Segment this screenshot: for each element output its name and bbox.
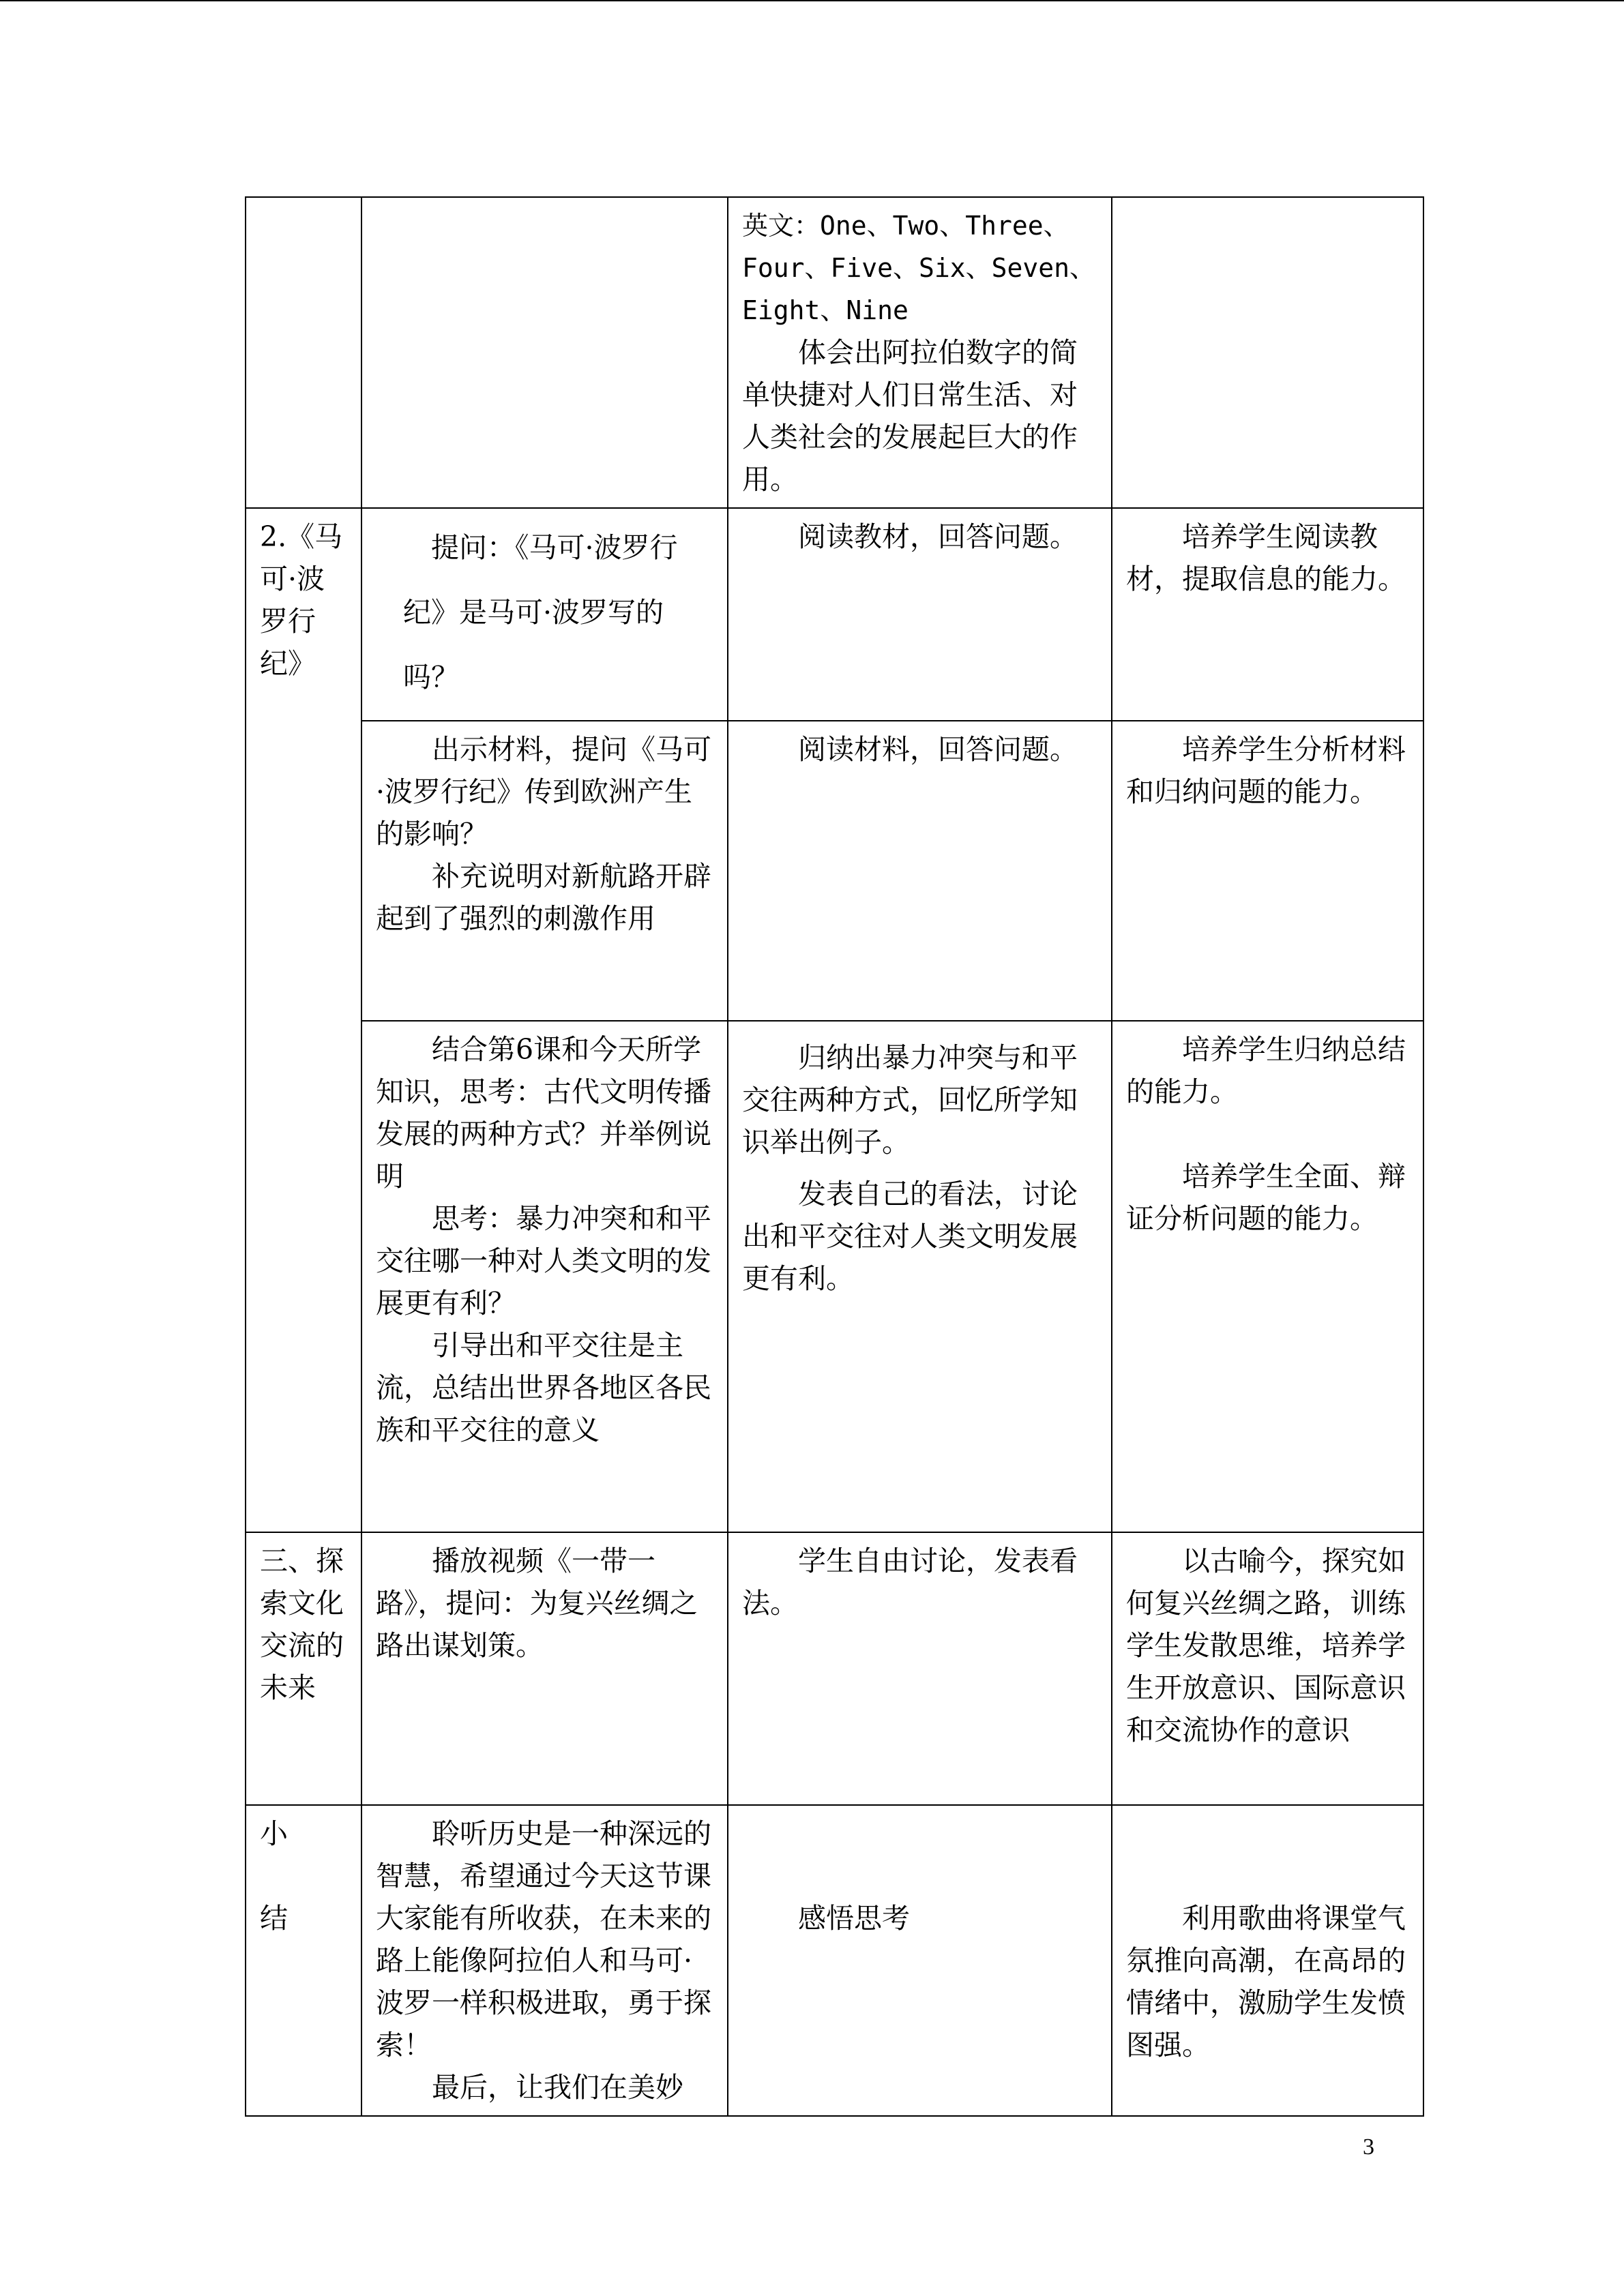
purpose-cell xyxy=(1112,508,1423,721)
purpose-cell xyxy=(1112,1021,1423,1532)
teacher-think-conflict-peace: 思考：暴力冲突和和平交往哪一种对人类文明的发展更有利？ xyxy=(376,1202,711,1320)
purpose-cell xyxy=(1112,1532,1423,1805)
purpose-analysis: 培养学生分析材料和归纳问题的能力。 xyxy=(1126,733,1406,808)
english-numbers-line-2: Four、Five、Six、Seven、 xyxy=(742,253,1096,283)
section-cell xyxy=(246,197,361,508)
table-row xyxy=(246,721,1423,1021)
teacher-activity-cell xyxy=(361,197,728,508)
teacher-activity-cell xyxy=(361,721,728,1021)
section-cell xyxy=(246,508,361,1532)
student-discuss-views: 发表自己的看法，讨论出和平交往对人类文明发展更有利。 xyxy=(742,1178,1078,1295)
teacher-think-two-ways: 结合第6课和今天所学知识，思考：古代文明传播发展的两种方式？并举例说明 xyxy=(376,1033,711,1193)
teacher-supplement: 补充说明对新航路开辟起到了强烈的刺激作用 xyxy=(376,860,711,935)
table-row xyxy=(246,1805,1423,2116)
teacher-question-marco-polo: 提问：《马可·波罗行纪》是马可·波罗写的吗？ xyxy=(403,531,678,694)
purpose-song: 利用歌曲将课堂气氛推向高潮，在高昂的情绪中，激励学生发愤图强。 xyxy=(1126,1902,1406,2061)
section-title-future: 三、探索文化交流的未来 xyxy=(260,1545,344,1704)
purpose-dialectical: 培养学生全面、辩证分析问题的能力。 xyxy=(1126,1160,1406,1235)
section-title-marco-polo: 2.《马可·波罗行纪》 xyxy=(260,520,343,680)
purpose-summarize: 培养学生归纳总结的能力。 xyxy=(1126,1033,1406,1108)
student-read-answer: 阅读教材，回答问题。 xyxy=(798,520,1078,553)
teacher-closing-words: 聆听历史是一种深远的智慧，希望通过今天这节课大家能有所收获，在未来的路上能像阿拉伯人和马可·波罗一样积极进取，勇于探索！ xyxy=(376,1817,711,2061)
purpose-reading: 培养学生阅读教材，提取信息的能力。 xyxy=(1126,520,1406,595)
student-activity-cell xyxy=(728,1021,1112,1532)
teacher-guide-peace: 引导出和平交往是主流，总结出世界各地区各民族和平交往的意义 xyxy=(376,1329,711,1446)
arabic-numerals-note: 体会出阿拉伯数字的简单快捷对人们日常生活、对人类社会的发展起巨大的作用。 xyxy=(742,336,1078,496)
purpose-cell xyxy=(1112,721,1423,1021)
section-cell xyxy=(246,1532,361,1805)
student-read-material: 阅读材料，回答问题。 xyxy=(798,733,1078,766)
purpose-cell xyxy=(1112,1805,1423,2116)
teacher-activity-cell xyxy=(361,1021,728,1532)
english-numbers-line-3: Eight、Nine xyxy=(742,295,909,325)
student-reflect: 感悟思考 xyxy=(798,1902,910,1935)
section-cell xyxy=(246,1805,361,2116)
teacher-activity-cell xyxy=(361,1532,728,1805)
table-row xyxy=(246,508,1423,721)
page-top-border xyxy=(0,0,1624,1)
section-title-summary-1: 小 xyxy=(260,1817,288,1850)
section-title-summary-2: 结 xyxy=(260,1902,288,1935)
teacher-closing-last: 最后，让我们在美妙 xyxy=(432,2071,683,2104)
lesson-plan-table xyxy=(245,196,1424,2117)
page-number: 3 xyxy=(1363,2134,1374,2160)
teacher-activity-cell xyxy=(361,1805,728,2116)
teacher-play-video: 播放视频《一带一路》，提问：为复兴丝绸之路出谋划策。 xyxy=(376,1545,698,1662)
student-activity-cell xyxy=(728,721,1112,1021)
table-row xyxy=(246,197,1423,508)
table-row xyxy=(246,1021,1423,1532)
purpose-silk-road: 以古喻今，探究如何复兴丝绸之路，训练学生发散思维，培养学生开放意识、国际意识和交流协作的意识 xyxy=(1126,1545,1406,1746)
student-summarize-ways: 归纳出暴力冲突与和平交往两种方式，回忆所学知识举出例子。 xyxy=(742,1041,1078,1159)
student-activity-cell xyxy=(728,508,1112,721)
table-row xyxy=(246,1532,1423,1805)
teacher-activity-cell xyxy=(361,508,728,721)
student-activity-cell xyxy=(728,1532,1112,1805)
purpose-cell xyxy=(1112,197,1423,508)
student-free-discussion: 学生自由讨论，发表看法。 xyxy=(742,1545,1078,1620)
student-activity-cell xyxy=(728,197,1112,508)
student-activity-cell xyxy=(728,1805,1112,2116)
teacher-material-question: 出示材料，提问《马可·波罗行纪》传到欧洲产生的影响？ xyxy=(376,733,711,850)
english-numbers-line-1: 英文：One、Two、Three、 xyxy=(742,211,1069,241)
